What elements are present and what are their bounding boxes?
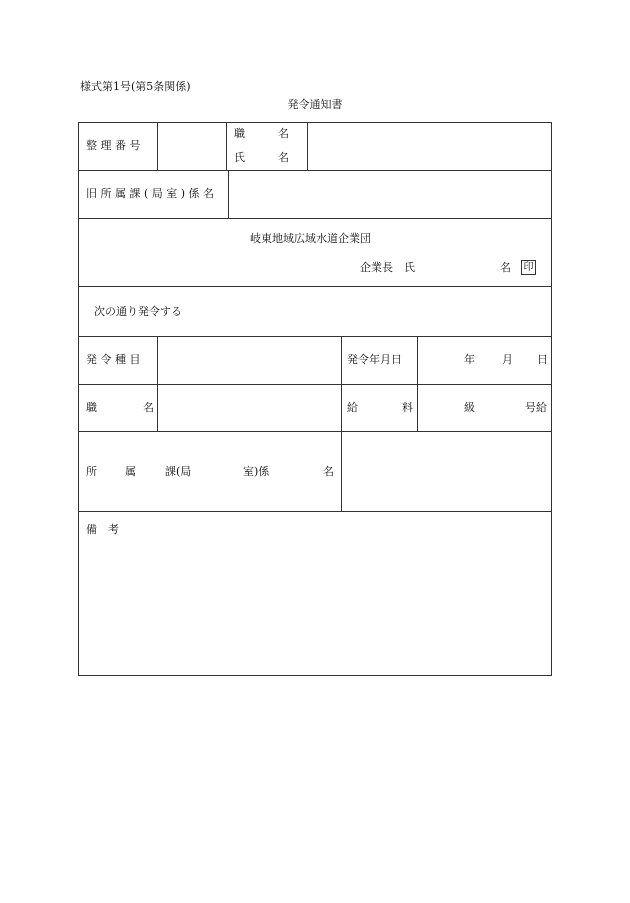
divider [78, 218, 552, 219]
issuer-head-suffix: 名 [500, 261, 511, 274]
salary-label: 料 [402, 401, 413, 414]
step-pay-label: 号給 [525, 401, 547, 414]
department-label: 属 [125, 465, 136, 478]
remarks-field[interactable] [79, 540, 551, 675]
position-name-field[interactable] [308, 123, 551, 169]
department-label: 課(局 [165, 465, 192, 478]
appointment-type-field[interactable] [158, 337, 340, 383]
position-label: 名 [143, 401, 154, 414]
divider [78, 286, 552, 287]
issuer-organization: 岐東地域広域水道企業団 [250, 232, 371, 245]
grade-label: 級 [464, 401, 475, 414]
former-department-field[interactable] [229, 171, 551, 217]
reference-number-label: 整 理 番 号 [86, 139, 141, 152]
appointment-type-label: 発 令 種 目 [86, 353, 141, 366]
position-label: 職 [86, 401, 97, 414]
department-field[interactable] [342, 432, 551, 510]
notice-text: 次の通り発令する [94, 305, 182, 318]
issuer-head-prefix: 企業長 氏 [360, 261, 415, 274]
reference-number-field[interactable] [158, 123, 225, 169]
name-label: 氏 名 [234, 151, 289, 164]
department-label: 室)係 [243, 465, 270, 478]
former-department-label: 旧 所 属 課 ( 局 室 ) 係 名 [86, 187, 215, 200]
seal-mark: 印 [521, 260, 536, 275]
month-label: 月 [502, 353, 513, 366]
year-label: 年 [464, 353, 475, 366]
salary-label: 給 [347, 401, 358, 414]
position-label: 職 名 [234, 127, 289, 140]
divider [78, 511, 552, 512]
document-title: 発令通知書 [287, 98, 343, 111]
position-field[interactable] [158, 385, 340, 430]
day-label: 日 [537, 353, 548, 366]
appointment-date-label: 発令年月日 [347, 353, 402, 366]
form-number-label: 様式第1号(第5条関係) [80, 80, 191, 93]
department-label: 所 [86, 465, 97, 478]
divider [417, 336, 418, 431]
divider [226, 122, 227, 170]
department-label: 名 [323, 465, 334, 478]
remarks-label: 備 考 [86, 523, 119, 536]
